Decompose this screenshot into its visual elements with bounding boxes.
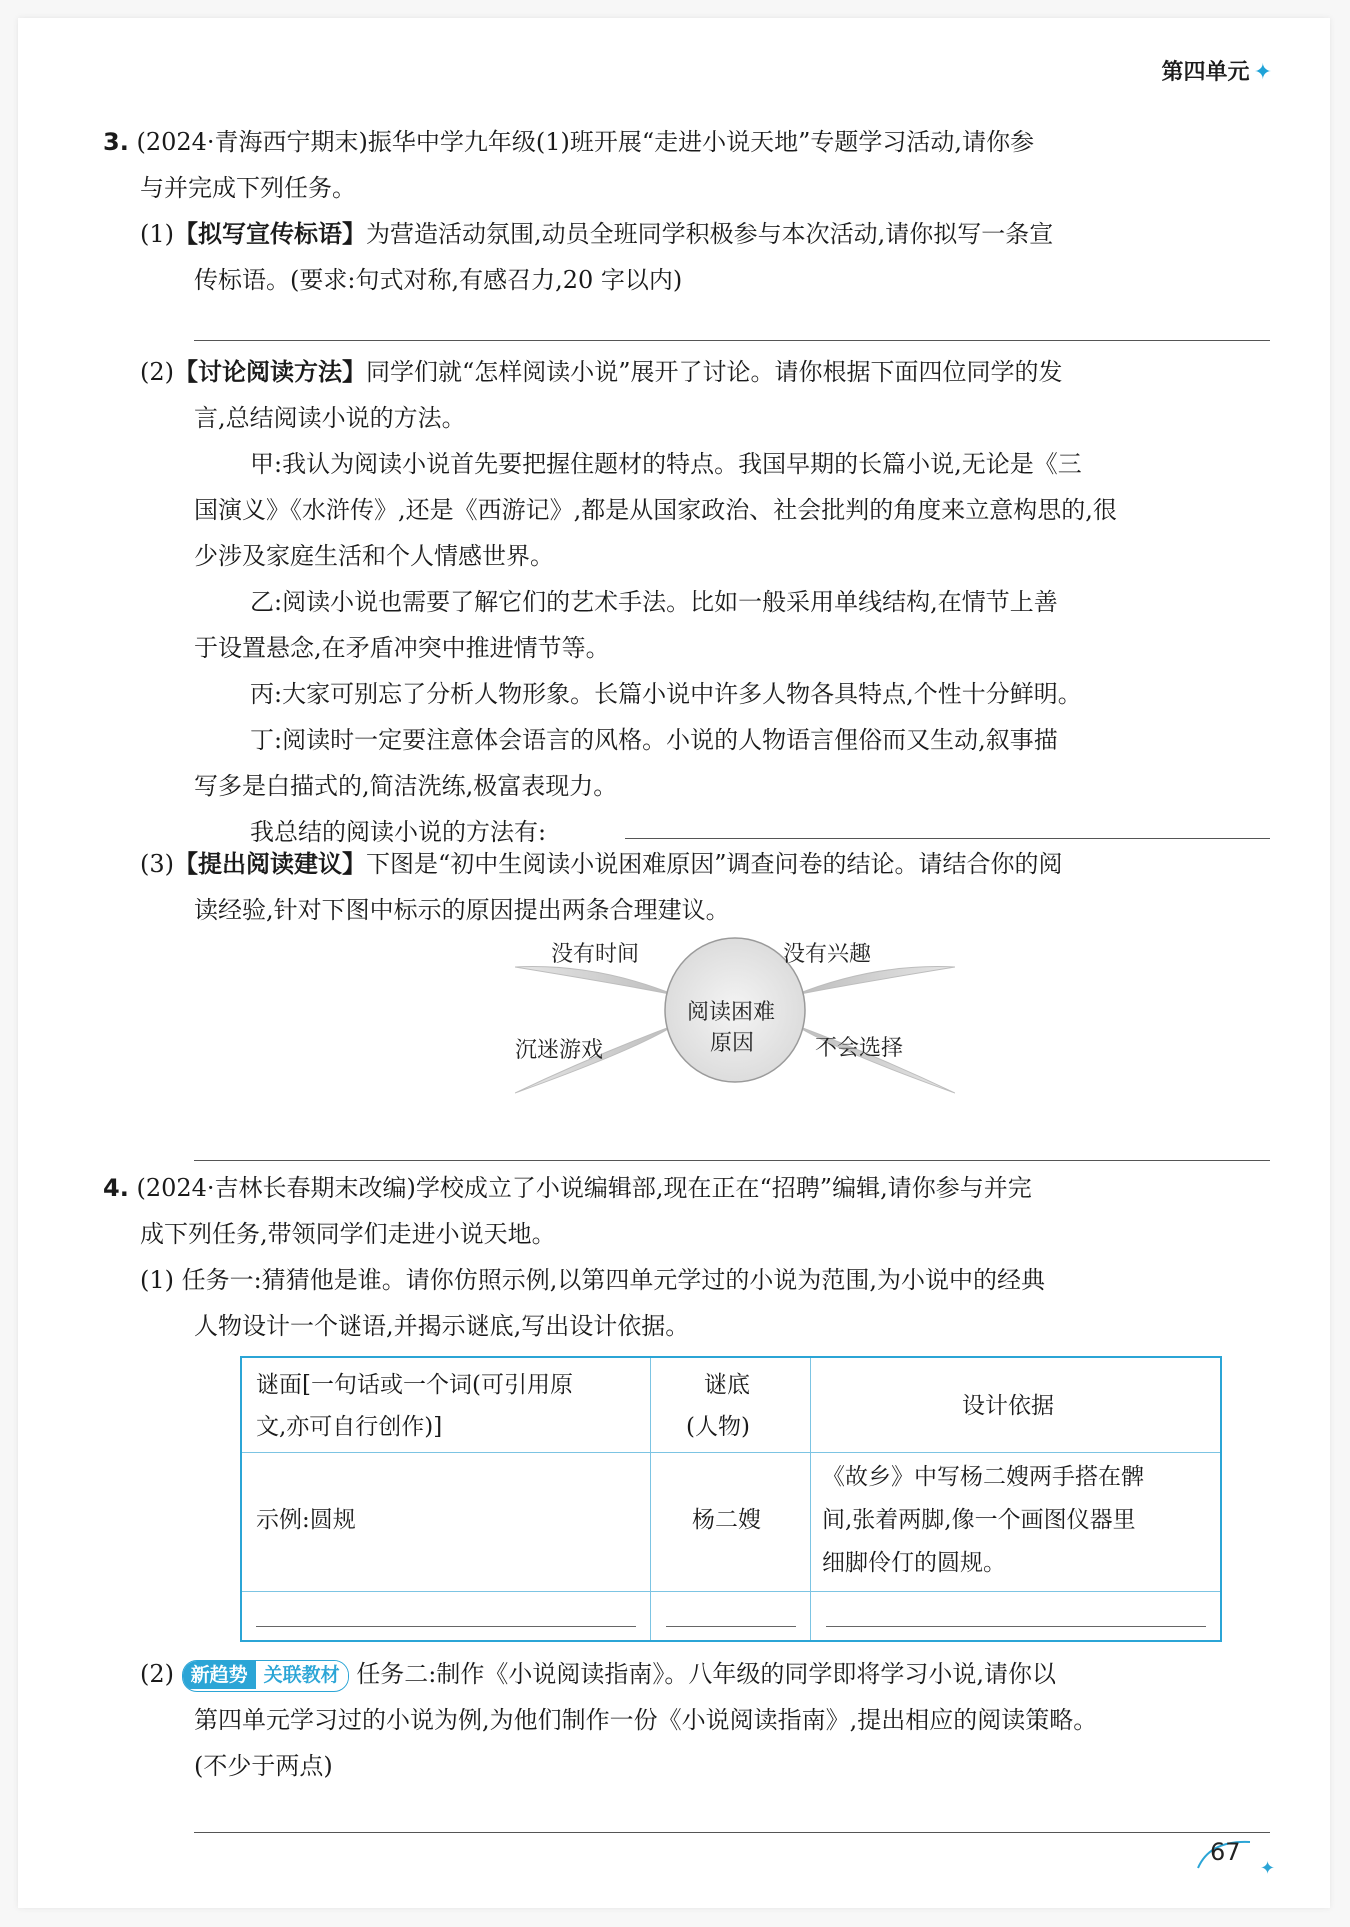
q4-task2-line1: [140, 1652, 1056, 1696]
unit-header: [1162, 55, 1272, 86]
badge-new-trend: 新趋势: [183, 1661, 256, 1689]
q3-task1-tag: 【拟写宣传标语】: [174, 220, 366, 248]
diagram-label-bottom-left: 沉迷游戏: [515, 1038, 604, 1063]
q3-stem-line1: [103, 120, 1034, 164]
speaker-ding-line2: 写多是白描式的,简洁洗练,极富表现力。: [194, 772, 618, 800]
summary-prompt: 我总结的阅读小说的方法有:: [250, 818, 547, 846]
table-example-answer: 杨二嫂: [692, 1507, 761, 1533]
table-header-riddle-line1: 谜面[一句话或一个词(可引用原: [256, 1372, 573, 1398]
badge-textbook-link: 关联教材: [256, 1661, 348, 1689]
page-number: 67: [1210, 1838, 1241, 1866]
table-example-basis-line2: 间,张着两脚,像一个画图仪器里: [822, 1507, 1136, 1533]
speaker-ding-line1: 丁:阅读时一定要注意体会语言的风格。小说的人物语言俚俗而又生动,叙事描: [250, 726, 1058, 754]
table-col-divider: [650, 1358, 651, 1640]
q4-task2-line2: 第四单元学习过的小说为例,为他们制作一份《小说阅读指南》,提出相应的阅读策略。: [194, 1706, 1098, 1734]
riddle-answer-line[interactable]: [256, 1626, 636, 1627]
q4-task1-line1: [140, 1258, 1045, 1302]
table-example-riddle: 示例:圆规: [256, 1507, 356, 1533]
table-header-answer-line1: 谜底: [704, 1372, 750, 1398]
diagram-label-top-left: 没有时间: [551, 942, 640, 967]
q3-task3-tag: 【提出阅读建议】: [174, 850, 366, 878]
q4-number: 4.: [103, 1174, 129, 1202]
diagram-label-bottom-right: 不会选择: [815, 1036, 904, 1061]
q3-task2-number: (2): [140, 358, 174, 386]
reading-difficulty-diagram: [515, 925, 955, 1095]
q3-task1-number: (1): [140, 220, 174, 248]
q4-task1-number: (1): [140, 1266, 174, 1294]
table-example-basis-line1: 《故乡》中写杨二嫂两手搭在髀: [822, 1464, 1144, 1490]
speaker-jia-line1: 甲:我认为阅读小说首先要把握住题材的特点。我国早期的长篇小说,无论是《三: [250, 450, 1082, 478]
q4-task2-line3: (不少于两点): [194, 1752, 333, 1780]
q3-task3-number: (3): [140, 850, 174, 878]
diagram-center-line2: 原因: [710, 1031, 755, 1056]
table-header-riddle-line2: 文,亦可自行创作)]: [256, 1414, 443, 1440]
q4-stem-text: (2024·吉林长春期末改编)学校成立了小说编辑部,现在正在“招聘”编辑,请你参与并完: [136, 1174, 1032, 1202]
speaker-bing-line1: 丙:大家可别忘了分析人物形象。长篇小说中许多人物各具特点,个性十分鲜明。: [250, 680, 1082, 708]
diagram-center-line1: 阅读困难: [687, 1000, 776, 1025]
q3-stem-text: (2024·青海西宁期末)振华中学九年级(1)班开展“走进小说天地”专题学习活动,请你参: [136, 128, 1035, 156]
diagram-label-top-right: 没有兴趣: [783, 942, 872, 967]
answer-line[interactable]: [194, 340, 1270, 341]
unit-title: 第四单元: [1161, 60, 1250, 85]
riddle-table: [240, 1356, 1222, 1642]
q3-task2-line1: [140, 350, 1063, 394]
summary-answer-line[interactable]: [625, 838, 1270, 839]
basis-answer-line[interactable]: [826, 1626, 1206, 1627]
q3-task1-line2: 传标语。(要求:句式对称,有感召力,20 字以内): [194, 266, 683, 294]
q4-task1-line2: 人物设计一个谜语,并揭示谜底,写出设计依据。: [194, 1312, 690, 1340]
q3-task3-line1: [140, 842, 1063, 886]
q3-task3-text: 下图是“初中生阅读小说困难原因”调查问卷的结论。请结合你的阅: [366, 850, 1063, 878]
person-answer-line[interactable]: [666, 1626, 796, 1627]
q3-task2-text: 同学们就“怎样阅读小说”展开了讨论。请你根据下面四位同学的发: [366, 358, 1063, 386]
q3-task1-text: 为营造活动氛围,动员全班同学积极参与本次活动,请你拟写一条宣: [366, 220, 1054, 248]
speaker-jia-line2: 国演义》《水浒传》,还是《西游记》,都是从国家政治、社会批判的角度来立意构思的,很: [194, 496, 1117, 524]
q4-task2-number: (2): [140, 1660, 174, 1688]
table-col-divider: [810, 1358, 811, 1640]
q3-stem-line2: 与并完成下列任务。: [140, 174, 356, 202]
answer-line[interactable]: [194, 1832, 1270, 1833]
answer-line[interactable]: [194, 1160, 1270, 1161]
speaker-yi-line2: 于设置悬念,在矛盾冲突中推进情节等。: [194, 634, 610, 662]
q4-stem-line1: [103, 1166, 1032, 1210]
sparkle-icon: ✦: [1253, 60, 1272, 85]
table-header-basis: 设计依据: [962, 1393, 1054, 1419]
q4-task2-text: 任务二:制作《小说阅读指南》。八年级的同学即将学习小说,请你以: [356, 1660, 1057, 1688]
q4-task1-text: 任务一:猜猜他是谁。请你仿照示例,以第四单元学过的小说为范围,为小说中的经典: [181, 1266, 1045, 1294]
table-header-answer-line2: (人物): [686, 1414, 750, 1440]
trend-badge: [182, 1660, 349, 1692]
table-row-divider: [242, 1452, 1220, 1453]
table-row-divider: [242, 1591, 1220, 1592]
diagram-arm-top-left: [515, 967, 675, 995]
q3-task1-line1: [140, 212, 1053, 256]
q4-stem-line2: 成下列任务,带领同学们走进小说天地。: [140, 1220, 556, 1248]
speaker-jia-line3: 少涉及家庭生活和个人情感世界。: [194, 542, 554, 570]
q3-task2-tag: 【讨论阅读方法】: [174, 358, 366, 386]
table-example-basis-line3: 细脚伶仃的圆规。: [822, 1550, 1006, 1576]
q3-number: 3.: [103, 128, 129, 156]
diagram-arm-top-right: [795, 967, 955, 995]
q3-task2-line2: 言,总结阅读小说的方法。: [194, 404, 466, 432]
speaker-yi-line1: 乙:阅读小说也需要了解它们的艺术手法。比如一般采用单线结构,在情节上善: [250, 588, 1058, 616]
svg-text:✦: ✦: [1260, 1858, 1276, 1879]
q3-task3-line2: 读经验,针对下图中标示的原因提出两条合理建议。: [194, 896, 730, 924]
